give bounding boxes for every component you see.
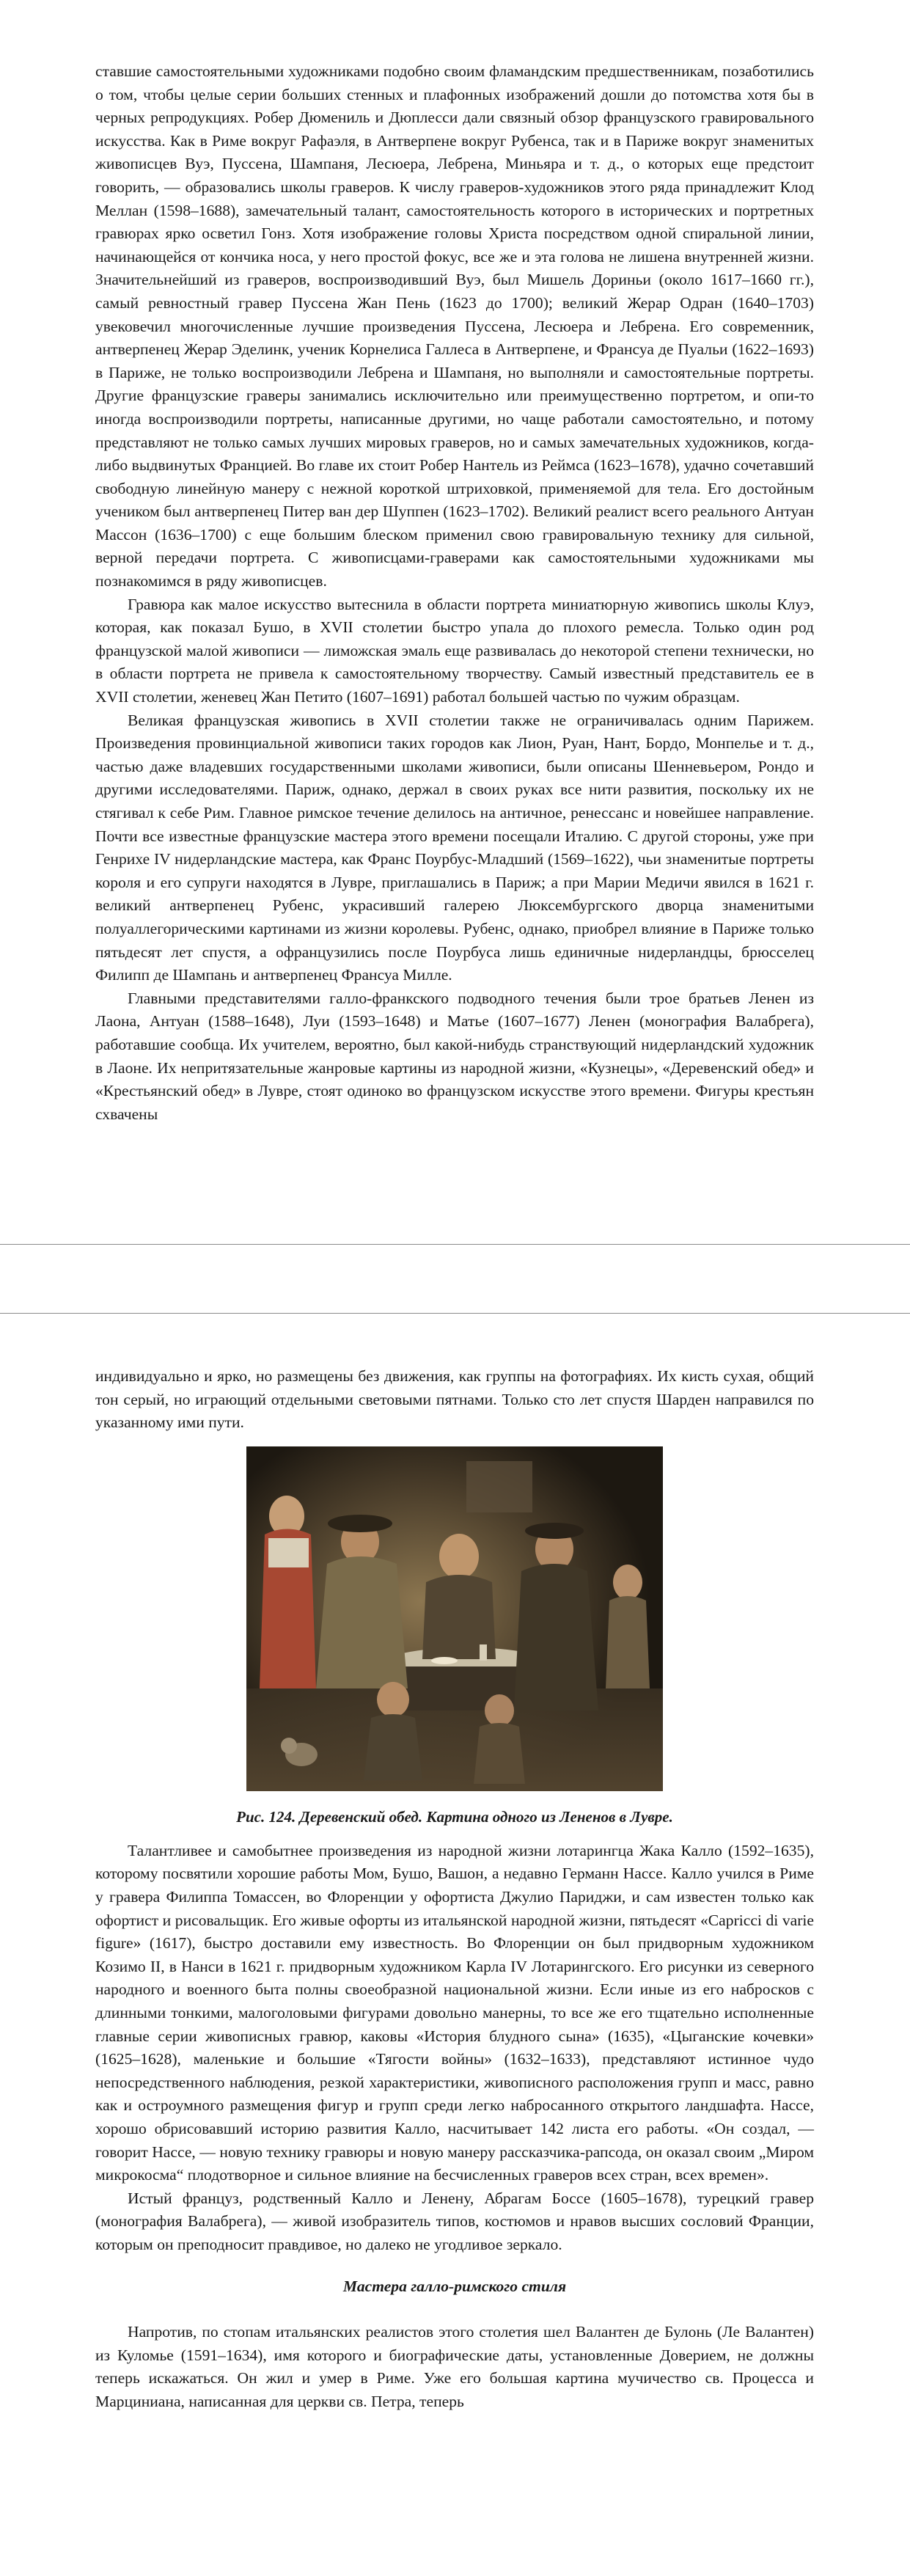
paragraph: Главными представителями галло-франкского подводного течения были трое братьев Ленен из Лаона, Антуан (1588–1648), Луи (1593–1648) и Матье (1607–1677) Ленен (монография Валабрега), работавшие сообща. Их учителем, вероятно, был какой-нибудь странствующий нидерландский художник в Лаоне. Их непритязательные жанровые картины из народной жизни, «Кузнецы», «Деревенский обед» и «Крестьянский обед» в Лувре, стоят одиноко во французском искусстве этого времени. Фигуры крестьян схвачены xyxy=(95,989,814,1123)
figure-caption: Рис. 124. Деревенский обед. Картина одного из Лененов в Лувре. xyxy=(236,1807,673,1826)
paragraph: Талантливее и самобытнее произведения из народной жизни лотарингца Жака Калло (1592–1635), которому посвятили хорошие работы Мом, Бушо, Вашон, а недавно Германн Нассе. Калло учился в Риме у гравера Филиппа Томассен, во Флоренции у офортиста Джулио Париджи, и сам известен только как офортист и рисовальщик. Его живые офорты из итальянской народной жизни, пятьдесят «Capricci di varie figure» (1617), быстро доставили ему известность. Во Флоренции он был придворным художником Козимо II, в Нанси в 1621 г. придворным художником Карла IV Лотарингского. Его рисунки из северного народного и военного быта полны своеобразной национальной жизни. Если иные из его набросков с длинными тонкими, малоголовыми фигурами довольно манерны, то все же его тщательно исполненные главные серии живописных гравюр, каковы «История блудного сына» (1635), «Цыганские кочевки» (1625–1628), маленькие и большие «Тягости войны» (1632–1633), представляют истинное чудо непосредственного наблюдения, резкой характеристики, живописного расположения групп и масс, равно как и остроумного размещения фигур и групп среди легко набросанного открытого ландшафта. Нассе, хорошо обрисовавший историю развития Калло, насчитывает 142 листа его работы. «Он создал, — говорит Нассе, — новую технику гравюры и новую манеру рассказчика-рапсода, он оказал своим „Миром микрокосма“ плодотворное и сильное влияние на бесчисленных граверов всех стран, всех времен». xyxy=(95,1841,814,2184)
painting-illustration xyxy=(246,1446,663,1791)
page-2-text xyxy=(95,1365,814,2413)
paragraph: Истый француз, родственный Калло и Ленену, Абрагам Боссе (1605–1678), турецкий гравер (монография Валабрега), — живой изобразитель типов, костюмов и нравов высших сословий Франции, которым он преподносит правдивое, но далеко не угодливое зеркало. xyxy=(95,2189,814,2253)
page-1 xyxy=(0,0,910,1245)
paragraph: Напротив, по стопам итальянских реалистов этого столетия шел Валантен де Булонь (Ле Валантен) из Куломье (1591–1634), имя которого и биографические даты, установленные Доверием, не должны теперь искажаться. Он жил и умер в Риме. Уже его большая картина мучичество св. Процесса и Марциниана, написанная для церкви св. Петра, теперь xyxy=(95,2323,814,2410)
paragraph: ставшие самостоятельными художниками подобно своим фламандским предшественникам, позаботились о том, чтобы целые серии больших стенных и плафонных изображений дошли до потомства хотя бы в черных репродукциях. Робер Дюмениль и Дюплесси дали связный обзор французского гравировального искусства. Как в Риме вокруг Рафаэля, в Антверпене вокруг Рубенса, так и в Париже вокруг знаменитых живописцев Вуэ, Пуссена, Шампаня, Лесюера, Лебрена, Миньяра и т. д., о которых еще предстоит говорить, — образовались школы граверов. К числу граверов-художников этого ряда принадлежит Клод Меллан (1598–1688), замечательный талант, самостоятельность которого в исторических и портретных гравюрах ярко осветил Гонз. Хотя изображение головы Христа посредством одной спиральной линии, начинающейся от кончика носа, у него простой фокус, все же и эта голова не лишена внутренней жизни. Значительнейший из граверов, воспроизводивший Вуэ, был Мишель Дориньи (около 1617–1660 гг.), самый ревностный гравер Пуссена Жан Пень (1623 до 1700); великий Жерар Одран (1640–1703) увековечил многочисленные лучшие произведения Пуссена, Лесюера и Лебрена. Его современник, антверпенец Жерар Эделинк, ученик Корнелиса Галлеса в Антверпене, и Франсуа де Пуальи (1622–1693) в Париже, не только воспроизводили Лебрена и Шампаня, но выполняли и самостоятельные портреты. Другие французские граверы занимались исключительно или преимущественно портретом, и опи-то иногда воспроизводили портреты, написанные другими, но чаще работали самостоятельно, и потому представляют не только самых лучших мировых граверов, но и самых замечательных художников, когда-либо выдвинутых Францией. Во главе их стоит Робер Нантель из Реймса (1623–1678), удачно сочетавший свободную линейную манеру с нежной короткой штриховкой, применяемой для тела. Его достойным учеником был антверпенец Питер ван дер Шуппен (1623–1702). Великий реалист всего реального Антуан Массон (1636–1700) с еще большим блеском применил свою гравировальную технику для сильной, верной передачи портрета. С живописцами-граверами как самостоятельными художниками мы познакомимся в ряду живописцев. xyxy=(95,62,814,590)
paragraph: Великая французская живопись в XVII столетии также не ограничивалась одним Парижем. Произведения провинциальной живописи таких городов как Лион, Руан, Нант, Бордо, Монпелье и т. д., частью даже владевших государственными школами живописи, были описаны Шенневьером, Рондо и другими исследователями. Париж, однако, держал в своих руках все нити развития, поскольку их не стягивал к себе Рим. Главное римское течение делилось на античное, ренессанс и новейшее направление. Почти все известные французские мастера этого времени посещали Италию. С другой стороны, уже при Генрихе IV нидерландские мастера, как Франс Поурбус-Младший (1569–1622), чьи знаменитые портреты короля и его супруги находятся в Лувре, приглашались в Париж; а при Марии Медичи явился в 1621 г. великий антверпенец Рубенс, украсивший галерею Люксембургского дворца знаменитыми полуаллегорическими картинами из жизни королевы. Рубенс, однако, приобрел влияние в Париже только пятьдесят лет спустя, а офранцузились после Поурбуса лишь единичные нидерландцы, брюсселец Филипп де Шампань и антверпенец Франсуа Милле. xyxy=(95,711,814,984)
section-heading: Мастера галло-римского стиля xyxy=(342,2277,567,2296)
paragraph: индивидуально и ярко, но размещены без движения, как группы на фотографиях. Их кисть сухая, общий тон серый, но играющий отдельными световыми пятнами. Только сто лет спустя Шарден направился по указанному ими пути. xyxy=(95,1367,814,1432)
page-2 xyxy=(0,1313,910,2576)
page-1-text xyxy=(95,60,814,1126)
paragraph: Гравюра как малое искусство вытеснила в области портрета миниатюрную живопись школы Клуэ, которая, как показал Бушо, в XVII столетии быстро упала до плохого ремесла. Только один род французской малой живописи — лиможская эмаль еще развивалась до некоторой степени технически, но в области портрета не привела к самостоятельному творчеству. Самый известный представитель ее в XVII столетии, женевец Жан Петито (1607–1691) работал большей частью по чужим образцам. xyxy=(95,595,814,706)
